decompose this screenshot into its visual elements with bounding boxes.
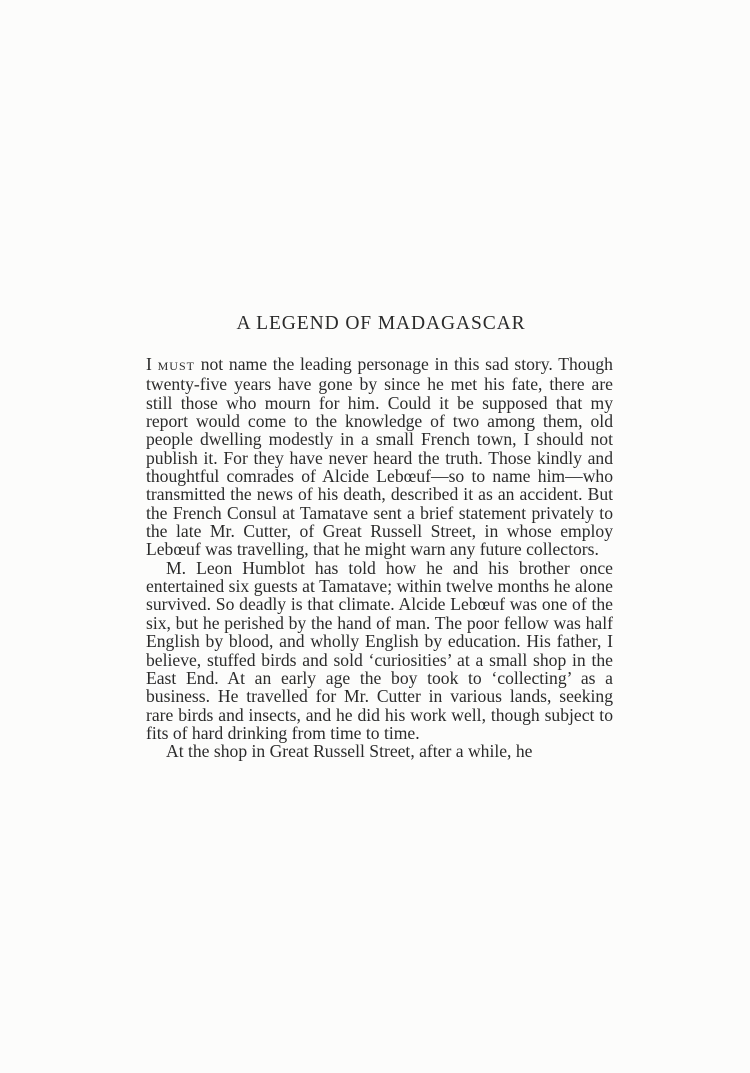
lead-word: I (146, 354, 152, 374)
paragraph-1-text: not name the leading personage in this sad story. Though twenty-five years have gone by since he met his fate, there are still those who mourn for him. Could it be supposed that my report would come to the knowledge of two among them, old people dwelling modestly in a small French town, I should not publish it. For they have never heard the truth. Those kindly and thoughtful comrades of Alcide Lebœuf—so to name him—who transmitted the news of his death, described it as an accident. But the French Consul at Tamatave sent a brief statement privately to the late Mr. Cutter, of Great Russell Street, in whose employ Lebœuf was travelling, that he might warn any future collectors. (146, 354, 613, 560)
paragraph-3: At the shop in Great Russell Street, after a while, he (166, 741, 533, 762)
chapter-title: A LEGEND OF MADAGASCAR (236, 313, 526, 334)
lead-smallcaps: MUST (157, 359, 195, 373)
paragraph-2: M. Leon Humblot has told how he and his brother once entertained six guests at Tamatave; within twelve months he alone survived. So deadly is that climate. Alcide Lebœuf was one of the six, but he perished by the hand of man. The poor fellow was half English by blood, and wholly English by education. His father, I believe, stuffed birds and sold ‘curiosities’ at a small shop in the East End. At an early age the boy took to ‘collecting’ as a business. He travelled for Mr. Cutter in various lands, seeking rare birds and insects, and he did his work well, though subject to fits of hard drinking from time to time. (146, 557, 613, 743)
paragraph-1 (146, 355, 613, 559)
body-text (146, 355, 613, 761)
